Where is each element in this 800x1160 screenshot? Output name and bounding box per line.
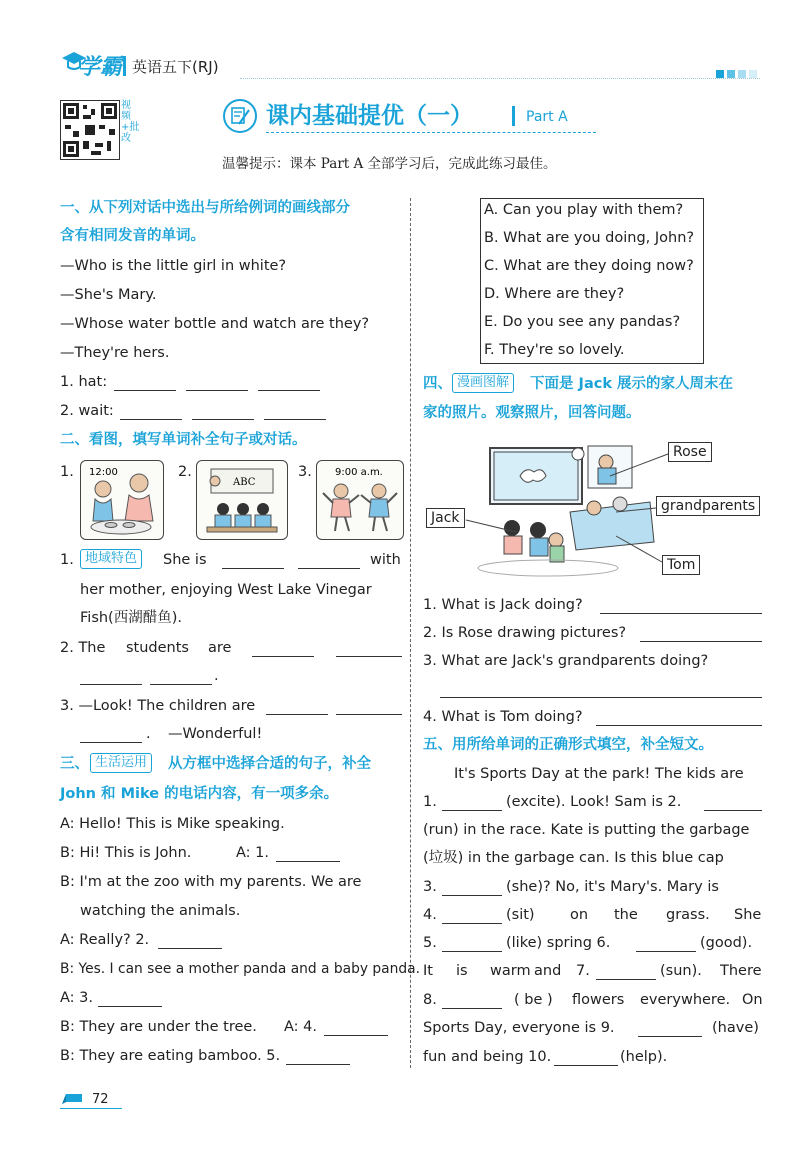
s3-heading-b: 从方框中选择合适的句子，补全	[168, 756, 371, 772]
header-rule	[240, 78, 760, 79]
s3-line-11: B: They are eating bamboo. 5.	[60, 1048, 281, 1064]
pic2-board-text: ABC	[233, 477, 256, 488]
s5-l7a: 5.	[423, 935, 437, 951]
qr-code[interactable]	[60, 100, 120, 160]
s2-q2-blank-3[interactable]	[80, 684, 142, 685]
s5-l8b: is	[456, 963, 468, 979]
s2-q3-blank-1[interactable]	[266, 714, 328, 715]
s5-heading: 五、用所给单词的正确形式填空，补全短文。	[423, 737, 713, 753]
s1-heading: 一、从下列对话中选出与所给例词的画线部分	[60, 200, 350, 216]
s5-l8e: 7.	[576, 963, 590, 979]
s3-line-5: watching the animals.	[80, 903, 241, 919]
s3-blank-3[interactable]	[98, 1006, 162, 1007]
s3-line-6: A: Really? 2.	[60, 932, 150, 948]
page-number: 72	[92, 1092, 109, 1107]
s2-picture-2	[196, 460, 288, 540]
s1-dialog-2: —She's Mary.	[60, 287, 157, 303]
s5-line-1: It's Sports Day at the park! The kids are	[454, 766, 744, 782]
s3-blank-2[interactable]	[158, 948, 222, 949]
s1-dialog-4: —They're hers.	[60, 345, 170, 361]
s3-line-4: B: I'm at the zoo with my parents. We are	[60, 874, 362, 890]
s5-blank-9[interactable]	[638, 1036, 702, 1037]
s3-line-10: A: 4.	[284, 1019, 317, 1035]
s5-blank-7[interactable]	[596, 979, 656, 980]
header-squares	[716, 63, 757, 82]
s3-line-1: A: Hello! This is Mike speaking.	[60, 816, 285, 832]
s2-q2-c: are	[208, 640, 232, 656]
s5-l9e: On	[742, 992, 763, 1008]
title-bar	[512, 106, 515, 126]
s1-q1: 1. hat:	[60, 374, 108, 390]
pencil-note-icon	[222, 98, 258, 138]
s5-blank-2[interactable]	[704, 810, 762, 811]
s4-q3-answer[interactable]	[440, 697, 762, 698]
column-divider	[410, 198, 411, 1068]
s2-q2-end: .	[214, 668, 219, 684]
s3-option-c: C. What are they doing now?	[484, 258, 694, 274]
s3-line-3: A: 1.	[236, 845, 269, 861]
s2-q1-tag: 地域特色	[80, 549, 142, 569]
s3-line-2: B: Hi! This is John.	[60, 845, 192, 861]
pic1-clock-text: 12:00	[89, 467, 118, 478]
brand-name: 学霸	[78, 55, 123, 80]
s1-q2-blank-2[interactable]	[192, 419, 254, 420]
s2-heading: 二、看图，填写单词补全句子或对话。	[60, 432, 307, 448]
s2-pic-num-2: 2.	[178, 464, 192, 480]
s3-blank-5[interactable]	[286, 1064, 350, 1065]
s2-picture-3	[316, 460, 404, 540]
s2-q3-blank-3[interactable]	[80, 742, 142, 743]
s5-l8d: and	[534, 963, 562, 979]
s2-q3-a: 3. —Look! The children are	[60, 698, 256, 714]
s5-l5a: 3.	[423, 879, 437, 895]
subject-label: 英语五下(RJ)	[132, 58, 219, 76]
s5-l7b: (like) spring 6.	[506, 935, 611, 951]
s5-l2b: (excite). Look! Sam is 2.	[506, 794, 682, 810]
s5-blank-3[interactable]	[442, 895, 502, 896]
s5-l8a: It	[423, 963, 433, 979]
s2-q1-a: She is	[163, 552, 207, 568]
pic3-clock-text: 9:00 a.m.	[335, 467, 383, 478]
s5-blank-10[interactable]	[554, 1065, 618, 1066]
s1-q2-blank-3[interactable]	[264, 419, 326, 420]
s1-q2-blank-1[interactable]	[120, 419, 182, 420]
s5-l8g: There	[720, 963, 762, 979]
s3-blank-1[interactable]	[276, 861, 340, 862]
s5-blank-6[interactable]	[636, 951, 696, 952]
s1-q1-blank-2[interactable]	[186, 390, 248, 391]
header-divider-bar	[123, 56, 126, 76]
s3-option-f: F. They're so lovely.	[484, 342, 625, 358]
s5-l9c: flowers	[572, 992, 625, 1008]
s2-q3-b: .	[146, 726, 151, 742]
s4-tag: 漫画图解	[452, 373, 514, 393]
s3-line-9: B: They are under the tree.	[60, 1019, 257, 1035]
label-grandparents: grandparents	[656, 496, 760, 516]
s5-l8c: warm	[490, 963, 531, 979]
s5-l9b: ( be )	[514, 992, 553, 1008]
s3-option-a: A. Can you play with them?	[484, 202, 684, 218]
s5-l6f: She	[734, 907, 762, 923]
s5-l3: (run) in the race. Kate is putting the garbage	[423, 822, 750, 838]
s3-option-e: E. Do you see any pandas?	[484, 314, 681, 330]
label-jack: Jack	[426, 508, 465, 528]
s4-q3: 3. What are Jack's grandparents doing?	[423, 653, 709, 669]
s3-line-7: B: Yes. I can see a mother panda and a baby panda.	[60, 961, 420, 977]
s4-q4: 4. What is Tom doing?	[423, 709, 583, 725]
footer-rule	[60, 1108, 122, 1109]
s5-l9d: everywhere.	[640, 992, 731, 1008]
s2-pic-num-1: 1.	[60, 464, 74, 480]
s2-q1-num: 1.	[60, 552, 74, 568]
s4-heading-b: 下面是 Jack 展示的家人周末在	[530, 376, 734, 392]
label-tom: Tom	[662, 555, 700, 575]
s5-l7c: (good).	[700, 935, 753, 951]
s4-heading-a: 四、	[423, 376, 452, 392]
s2-q2-b: students	[126, 640, 189, 656]
page-title: 课内基础提优（一）	[266, 103, 473, 129]
s4-q4-answer[interactable]	[596, 725, 762, 726]
s5-blank-8[interactable]	[442, 1008, 502, 1009]
label-rose: Rose	[668, 442, 712, 462]
s5-l10b: (have)	[712, 1020, 759, 1036]
s3-option-b: B. What are you doing, John?	[484, 230, 695, 246]
s5-l10a: Sports Day, everyone is 9.	[423, 1020, 615, 1036]
s4-heading-2: 家的照片。观察照片，回答问题。	[423, 405, 641, 421]
pencil-icon	[60, 1090, 86, 1110]
s2-q2-a: 2. The	[60, 640, 106, 656]
s5-blank-5[interactable]	[442, 951, 502, 952]
tip-text: 温馨提示：课本 Part A 全部学习后，完成此练习最佳。	[222, 156, 557, 172]
s5-blank-1[interactable]	[442, 810, 502, 811]
s1-dialog-3: —Whose water bottle and watch are they?	[60, 316, 370, 332]
s3-heading-2: John 和 Mike 的电话内容，有一项多余。	[60, 786, 339, 802]
part-label: Part A	[526, 109, 568, 125]
s2-q3-c: —Wonderful!	[168, 726, 263, 742]
s2-q2-blank-1[interactable]	[252, 656, 314, 657]
s5-l6b: (sit)	[506, 907, 535, 923]
s2-q2-blank-4[interactable]	[150, 684, 212, 685]
s4-q2-answer[interactable]	[640, 641, 762, 642]
s3-blank-4[interactable]	[324, 1035, 388, 1036]
s1-q1-blank-1[interactable]	[114, 390, 176, 391]
s2-q1-line2: her mother, enjoying West Lake Vinegar	[80, 582, 372, 598]
s1-heading-2: 含有相同发音的单词。	[60, 228, 205, 244]
s2-q2-blank-2[interactable]	[336, 656, 402, 657]
qr-caption: 视频+批改	[121, 100, 140, 144]
s5-l11a: fun and being 10.	[423, 1049, 552, 1065]
s4-q1: 1. What is Jack doing?	[423, 597, 583, 613]
s5-l5b: (she)? No, it's Mary's. Mary is	[506, 879, 719, 895]
s3-line-8: A: 3.	[60, 990, 93, 1006]
s2-picture-1	[80, 460, 164, 540]
s4-q2: 2. Is Rose drawing pictures?	[423, 625, 627, 641]
s2-q1-blank-1[interactable]	[222, 568, 284, 569]
s5-l8f: (sun).	[660, 963, 702, 979]
brand-logo	[60, 48, 124, 78]
s2-q1-b: with	[370, 552, 401, 568]
s3-heading-a: 三、	[60, 756, 89, 772]
s1-q2: 2. wait:	[60, 403, 114, 419]
s2-q1-blank-2[interactable]	[298, 568, 360, 569]
s5-l6d: the	[614, 907, 638, 923]
s3-tag: 生活运用	[90, 753, 152, 773]
s1-q1-blank-3[interactable]	[258, 390, 320, 391]
s2-q3-blank-2[interactable]	[336, 714, 402, 715]
s2-q1-line3: Fish(西湖醋鱼).	[80, 610, 182, 626]
s5-l11b: (help).	[620, 1049, 668, 1065]
s5-blank-4[interactable]	[442, 923, 502, 924]
s5-l6e: grass.	[666, 907, 710, 923]
s5-l6a: 4.	[423, 907, 437, 923]
title-underline	[266, 132, 596, 133]
s4-q1-answer[interactable]	[600, 613, 762, 614]
s2-pic-num-3: 3.	[298, 464, 312, 480]
s3-options-box	[480, 198, 704, 364]
s5-l9a: 8.	[423, 992, 437, 1008]
s1-dialog-1: —Who is the little girl in white?	[60, 258, 287, 274]
s5-l4: (垃圾) in the garbage can. Is this blue cap	[423, 850, 724, 866]
s5-l6c: on	[570, 907, 589, 923]
s5-l2a: 1.	[423, 794, 437, 810]
s3-option-d: D. Where are they?	[484, 286, 625, 302]
